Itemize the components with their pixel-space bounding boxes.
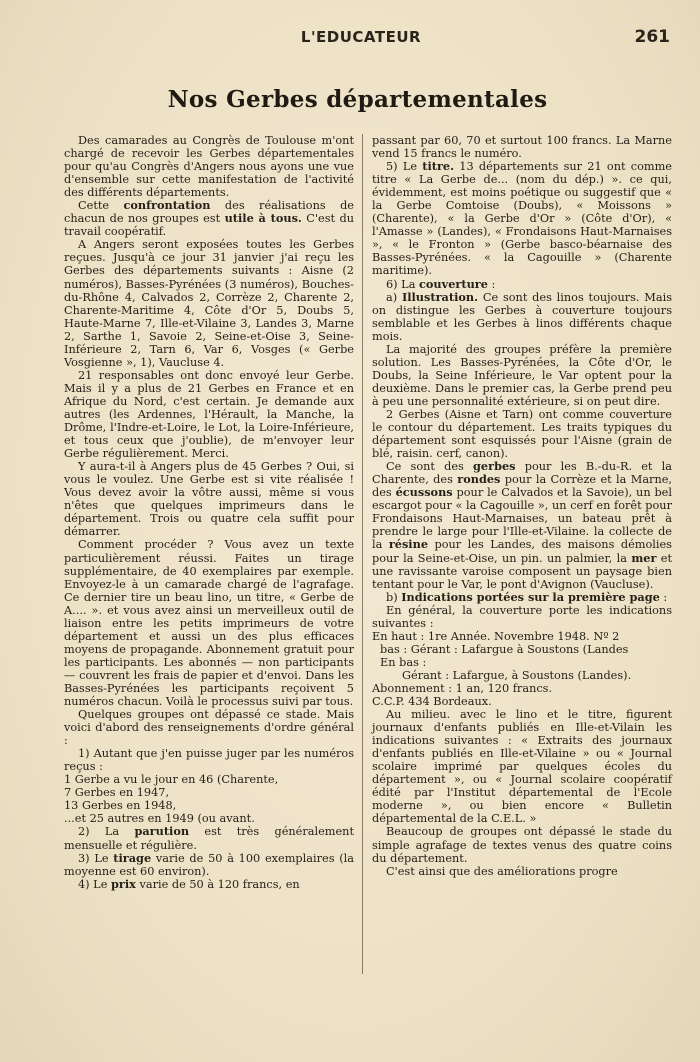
running-head (52, 28, 670, 50)
list-line: ...et 25 autres en 1949 (ou avant. (64, 812, 255, 826)
paragraph: 21 responsables ont donc envoyé leur Gerbe. Mais il y a plus de 21 Gerbes en France et en Afrique du Nord, c'est certain. Je demande aux autres (les Ardennes, l'Hérault, la Manche, la Drôme, l'Indre-et-Loire, le Lot, la Loire-Inférieure, et tous ceux que j'oublie), de m'envoyer leur Gerbe régulièrement. Merci. (64, 368, 354, 461)
paragraph: C'est ainsi que des améliorations progre (386, 864, 618, 878)
paragraph: 1) Autant que j'en puisse juger par les numéros reçus : (64, 747, 354, 774)
cover-line: En haut : 1re Année. Novembre 1948. Nº 2 (372, 629, 620, 643)
paragraph: Des camarades au Congrès de Toulouse m'ont chargé de recevoir les Gerbes départementales pour qu'au Congrès d'Angers nous ayons une vue d'ensemble sur cette manifestation de l'activité des différents départements. (64, 134, 354, 200)
paragraph: 6) La couverture : (386, 276, 496, 291)
paragraph: A Angers seront exposées toutes les Gerbes reçues. Jusqu'à ce jour 31 janvier j'ai reçu les Gerbes des départements suivants : Aisne (2 numéros), Basses-Pyrénées (3 numéros), Bouches-du-Rhône 4, Calvados 2, Corrèze 2, Charente 2, Charente-Maritime 4, Côte d'Or 5, Doubs 5, Haute-Marne 7, Ille-et-Vilaine 3, Landes 3, Marne 2, Sarthe 1, Savoie 2, Seine-et-Oise 3, Seine-Inférieure 2, Tarn 6, Var 6, Vosges (« Gerbe Vosgienne », 1), Vaucluse 4. (64, 238, 354, 369)
column-divider (362, 134, 363, 974)
journal-name: L'EDUCATEUR (300, 28, 422, 46)
list-line: 7 Gerbes en 1947, (64, 786, 170, 800)
paragraph: 2) La parution est très généralement mensuelle et régulière. (64, 824, 354, 852)
cover-line: bas : Gérant : Lafargue à Soustons (Landes (380, 642, 629, 656)
paragraph: Comment procéder ? Vous avez un texte particulièrement réussi. Faites un tirage supplémentaire, de 40 exemplaires par exemple. Envoyez-le à un camarade chargé de l'agrafage. Ce dernier tire un beau lino, un titre, « Gerbe de A.... ». et vous avez ainsi un merveilleux outil de liaison entre les petits imprimeurs de votre département et aussi un des plus efficaces moyens de propagande. Abonnement gratuit pour les participants. Les abonnés — non participants — couvrent les frais de papier et d'envoi. Dans les Basses-Pyrénées les participants reçoivent 5 numéros chacun. Voilà le processus suivi par tous. (64, 538, 354, 709)
paragraph: 4) Le prix varie de 50 à 120 francs, en (78, 876, 300, 891)
cover-line: En bas : (380, 655, 427, 669)
paragraph: Beaucoup de groupes ont dépassé le stade du simple agrafage de textes venus des quatre coins du département. (372, 825, 672, 865)
paragraph: b) Indications portées sur la première page : (386, 589, 668, 604)
paragraph: 5) Le titre. 13 départements sur 21 ont comme titre « La Gerbe de... (nom du dép.) ». ce qui, évidemment, est moins poétique ou suggestif que « la Gerbe Comtoise (Doubs), « Moissons » (Charente), « la Gerbe d'Or » (Côte d'Or), « l'Amasse » (Landes), « Frondaisons Haut-Marnaises », « le Fronton » (Gerbe basco-béarnaise des Basses-Pyrénées. « la Cagouille » (Charente maritime). (372, 159, 672, 278)
paragraph: Y aura-t-il à Angers plus de 45 Gerbes ? Oui, si vous le voulez. Une Gerbe est si vite réalisée ! Vous devez avoir la vôtre aussi, même si vous n'êtes que quelques imprimeurs dans le département. Trois ou quatre cela suffit pour démarrer. (64, 460, 354, 539)
list-line: 1 Gerbe a vu le jour en 46 (Charente, (64, 773, 279, 787)
left-column (64, 134, 354, 891)
paragraph: 3) Le tirage varie de 50 à 100 exemplaires (la moyenne est 60 environ). (64, 850, 355, 878)
right-column (372, 134, 672, 878)
paragraph: a) Illustration. Ce sont des linos toujours. Mais on distingue les Gerbes à couverture toujours semblable et les Gerbes à linos différents chaque mois. (372, 289, 673, 343)
paragraph: En général, la couverture porte les indications suivantes : (372, 603, 672, 630)
page-number: 261 (634, 27, 670, 47)
paragraph: Au milieu. avec le lino et le titre, figurent journaux d'enfants publiés en Ille-et-Vilain les indications suivantes : « Extraits des journaux d'enfants publiés en Ille-et-Vilaine » ou « Journal scolaire imprimé par quelques écoles du département », ou « Journal scolaire coopératif édité par l'Institut départemental de l'Ecole moderne », ou bien encore « Bulletin départemental de la C.E.L. » (372, 708, 672, 826)
cover-line: Abonnement : 1 an, 120 francs. (372, 681, 553, 695)
article-title: Nos Gerbes départementales (167, 86, 548, 113)
paragraph: Ce sont des gerbes pour les B.-du-R. et la Charente, des rondes pour la Corrèze et la Marne, des écussons pour le Calvados et la Savoie), un bel escargot pour « la Cagouille », un cerf en forêt pour Frondaisons Haut-Marnaises, un bateau prêt à prendre le large pour l'Ille-et-Vilaine. la collecte de la résine pour les Landes, des maisons démolies pour la Seine-et-Oise, un pin. un palmier, la mer et une ravissante varoise composent un paysage bien tentant pour le Var, le pont d'Avignon (Vaucluse). (372, 459, 673, 591)
paragraph: 2 Gerbes (Aisne et Tarn) ont comme couverture le contour du département. Les traits typiques du département sont esquissés pour l'Aisne (grain de blé, raisin. cerf, canon). (372, 407, 672, 461)
list-line: 13 Gerbes en 1948, (64, 799, 177, 813)
cover-line: Gérant : Lafargue, à Soustons (Landes). (402, 668, 632, 682)
cover-line: C.C.P. 434 Bordeaux. (372, 695, 492, 709)
paragraph: Cette confrontation des réalisations de chacun de nos groupes est utile à tous. C'est du travail coopératif. (64, 198, 354, 239)
paragraph: passant par 60, 70 et surtout 100 francs. La Marne vend 15 francs le numéro. (372, 134, 672, 161)
paragraph: Quelques groupes ont dépassé ce stade. Mais voici d'abord des renseignements d'ordre général : (64, 708, 354, 748)
paragraph: La majorité des groupes préfère la première solution. Les Basses-Pyrénées, la Côte d'Or, le Doubs, la Seine Inférieure, le Var optent pour la deuxième. Dans le premier cas, la Gerbe prend peu à peu une personnalité extérieure, si on peut dire. (372, 342, 672, 408)
